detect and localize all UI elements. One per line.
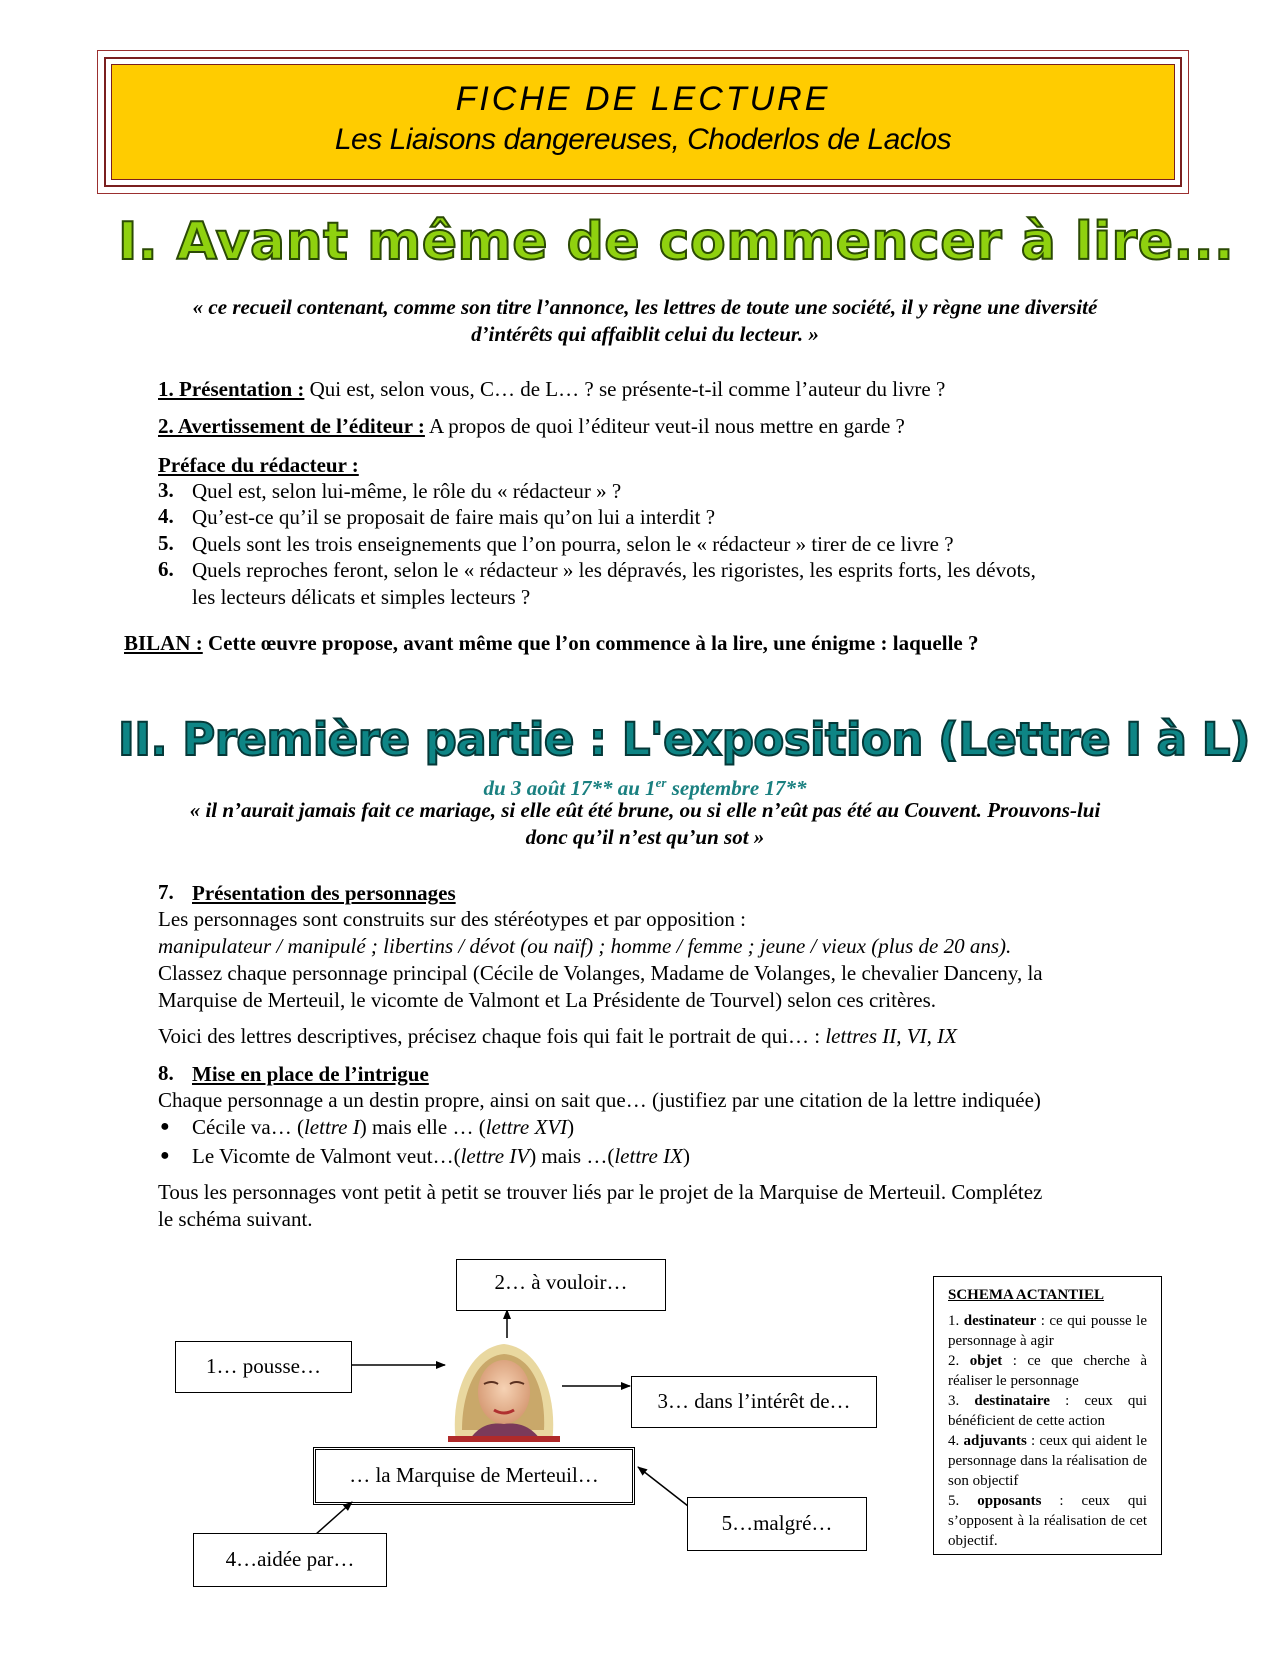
quote-line: « ce recueil contenant, comme son titre l’annonce, les lettres de toute une société, il y règne une diversité	[192, 295, 1098, 319]
question-5: Quels sont les trois enseignements que l’on pourra, selon le « rédacteur » tirer de ce livre ?	[192, 532, 954, 556]
schema-term: objet	[969, 1353, 1003, 1369]
bilan-label: BILAN :	[124, 631, 203, 655]
schema-term: destinataire	[974, 1393, 1050, 1409]
schema-def: : ce que cherche à réaliser le personnage	[948, 1353, 1147, 1389]
quote-line: donc qu’il n’est qu’un sot »	[525, 825, 765, 849]
question-text: Qui est, selon vous, C… de L… ? se présente-t-il comme l’auteur du livre ?	[304, 377, 946, 401]
header-title: FICHE DE LECTURE	[455, 80, 831, 118]
b2-ref: lettre IV	[460, 1144, 530, 1168]
schema-item-number: 3.	[948, 1393, 960, 1409]
arrow-opposants	[638, 1467, 688, 1506]
schema-def: : ceux qui bénéficient de cette action	[948, 1393, 1148, 1429]
b2-ref: lettre IX	[614, 1144, 683, 1168]
item-number: 5.	[158, 531, 174, 555]
b1-ref: lettre I	[303, 1115, 360, 1139]
header-subtitle: Les Liaisons dangereuses, Choderlos de Laclos	[334, 123, 952, 156]
q7-letters-refs: lettres II, VI, IX	[825, 1024, 957, 1048]
schema-title: SCHEMA ACTANTIEL	[948, 1287, 1105, 1303]
question-3: Quel est, selon lui-même, le rôle du « rédacteur » ?	[192, 479, 622, 503]
quote-line: d’intérêts qui affaiblit celui du lecteur. »	[471, 322, 819, 346]
item-number: 8.	[158, 1061, 174, 1085]
diagram-box-destinataire: 3… dans l’intérêt de…	[631, 1376, 877, 1428]
schema-item	[948, 1431, 1147, 1491]
schema-def: : ce qui pousse le personnage à agir	[948, 1313, 1148, 1349]
item-number: 4.	[158, 504, 174, 528]
schema-term: destinateur	[963, 1313, 1037, 1329]
b1-ref: lettre XVI	[485, 1115, 568, 1139]
question-text: A propos de quoi l’éditeur veut-il nous mettre en garde ?	[424, 414, 905, 438]
schema-term: opposants	[977, 1493, 1042, 1509]
b1-part: ) mais elle … (	[359, 1115, 486, 1139]
quote-line: « il n’aurait jamais fait ce mariage, si elle eût été brune, ou si elle n’eût pas été au Couvent. Prouvons-lui	[189, 798, 1101, 822]
bullet-icon: ●	[160, 1118, 170, 1135]
dates-start: du 3 août 17** au 1	[483, 776, 656, 800]
diagram-box-adjuvants: 4…aidée par…	[193, 1533, 387, 1587]
b2-part: Le Vicomte de Valmont veut…(	[192, 1144, 461, 1168]
q7-line: Classez chaque personnage principal (Cécile de Volanges, Madame de Volanges, le chevalier Danceny, la	[158, 961, 1043, 985]
schema-item-number: 4.	[948, 1433, 960, 1449]
diagram-box-destinateur: 1… pousse…	[175, 1341, 352, 1393]
schema-actantiel-box	[933, 1276, 1162, 1555]
q7-line: Les personnages sont construits sur des stéréotypes et par opposition :	[158, 907, 746, 931]
q7-line: Marquise de Merteuil, le vicomte de Valmont et La Présidente de Tourvel) selon ces critères.	[158, 988, 937, 1012]
b2-part: ) mais …(	[529, 1144, 615, 1168]
portrait-image	[448, 1340, 560, 1442]
q8-line: Tous les personnages vont petit à petit se trouver liés par le projet de la Marquise de Merteuil. Complétez	[158, 1180, 1043, 1204]
b1-part: )	[567, 1115, 575, 1139]
bullet-icon: ●	[160, 1147, 170, 1164]
question-6: Quels reproches feront, selon le « rédacteur » les dépravés, les rigoristes, les esprits forts, les dévots,	[192, 558, 1036, 582]
dates-end: septembre 17**	[666, 776, 807, 800]
diagram-box-objet: 2… à vouloir…	[456, 1259, 666, 1311]
question-4: Qu’est-ce qu’il se proposait de faire mais qu’on lui a interdit ?	[192, 505, 716, 529]
diagram-center-label: … la Marquise de Merteuil…	[349, 1463, 599, 1487]
question-6-continued: les lecteurs délicats et simples lecteurs ?	[192, 585, 531, 609]
schema-item	[948, 1391, 1147, 1431]
b1-part: Cécile va… (	[192, 1115, 304, 1139]
schema-item	[948, 1491, 1147, 1551]
question-label: 1. Présentation :	[158, 377, 305, 401]
q7-criteria: manipulateur / manipulé ; libertins / dévot (ou naïf) ; homme / femme ; jeune / vieux (plus de 20 ans).	[158, 934, 1012, 958]
section-2-title: II. Première partie : L'exposition (Lettre I à L)	[118, 713, 1250, 766]
b2-part: )	[682, 1144, 690, 1168]
question-7-title: Présentation des personnages	[192, 881, 456, 905]
q7-letters-text: Voici des lettres descriptives, précisez chaque fois qui fait le portrait de qui… :	[158, 1024, 826, 1048]
item-number: 7.	[158, 880, 174, 904]
item-number: 3.	[158, 478, 174, 502]
q8-line: Chaque personnage a un destin propre, ainsi on sait que… (justifiez par une citation de la lettre indiquée)	[158, 1088, 1041, 1112]
preface-heading: Préface du rédacteur :	[158, 453, 359, 477]
dates-superscript: er	[655, 775, 667, 790]
schema-item	[948, 1351, 1147, 1391]
schema-item	[948, 1311, 1147, 1351]
item-number: 6.	[158, 557, 174, 581]
q8-line: le schéma suivant.	[158, 1207, 313, 1231]
schema-term: adjuvants	[963, 1433, 1027, 1449]
bilan-text: Cette œuvre propose, avant même que l’on commence à la lire, une énigme : laquelle ?	[202, 631, 979, 655]
question-label: 2. Avertissement de l’éditeur :	[158, 414, 425, 438]
schema-item-number: 2.	[948, 1353, 960, 1369]
question-8-title: Mise en place de l’intrigue	[192, 1062, 429, 1086]
section-1-title: I. Avant même de commencer à lire...	[118, 212, 1235, 272]
diagram-box-opposants: 5…malgré…	[687, 1497, 867, 1551]
schema-def: : ceux qui s’opposent à la réalisation de cet objectif.	[948, 1493, 1148, 1549]
schema-item-number: 5.	[948, 1493, 960, 1509]
schema-item-number: 1.	[948, 1313, 960, 1329]
schema-def: : ceux qui aident le personnage dans la réalisation de son objectif	[948, 1433, 1147, 1489]
